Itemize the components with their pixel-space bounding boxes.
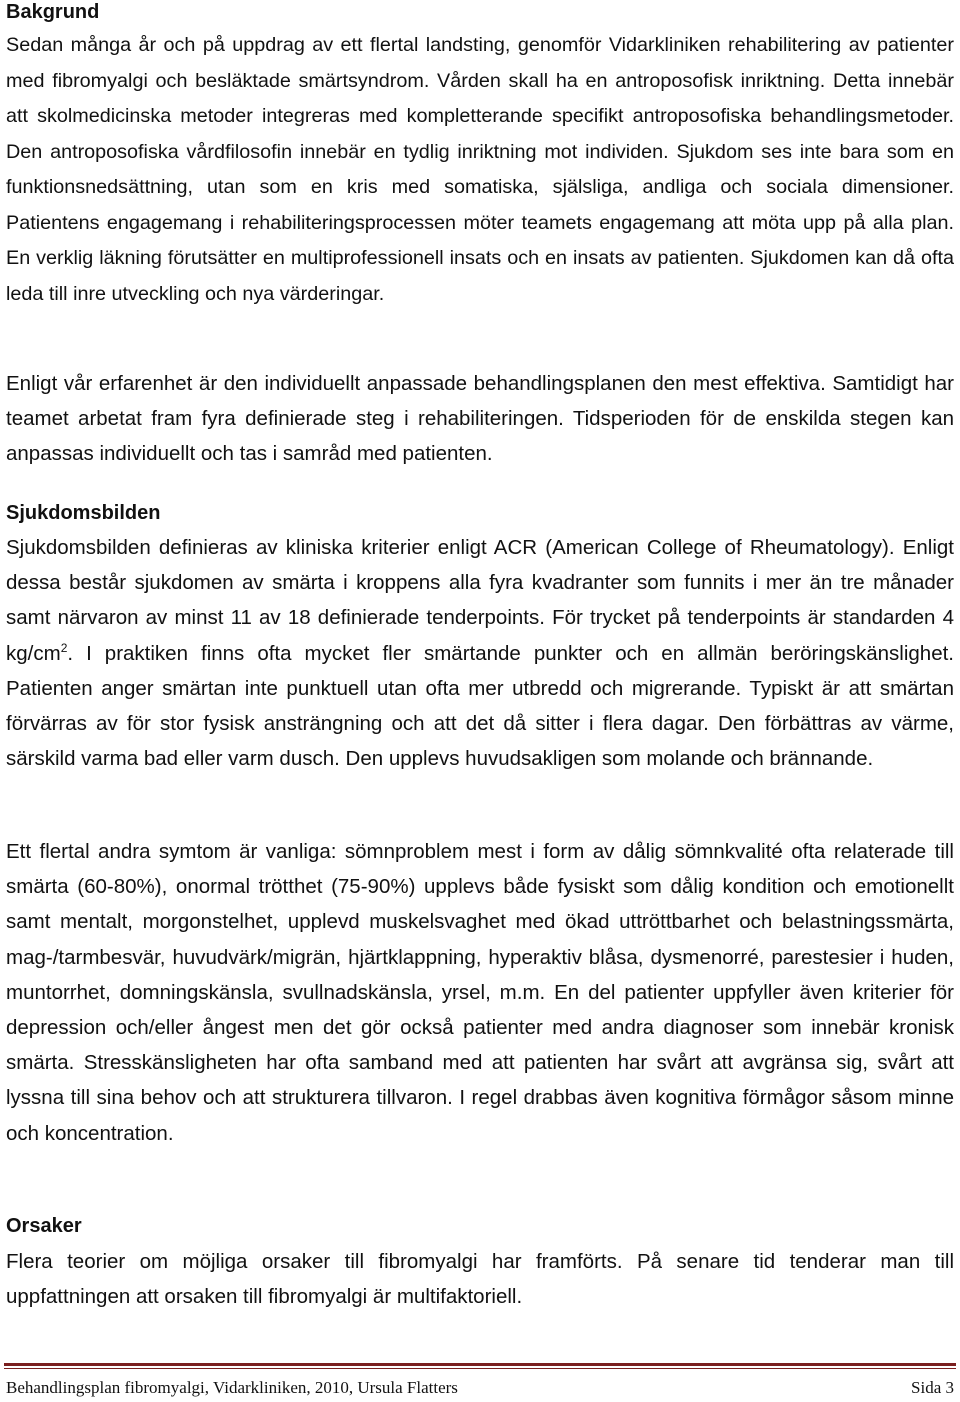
paragraph-bakgrund-1: Sedan många år och på uppdrag av ett flertal landsting, genomför Vidarkliniken rehabilitering av patienter med fibromyalgi och besläktade smärtsyndrom. Vården skall ha en antroposofisk inriktning. Detta innebär att skolmedicinska metoder integreras med kompletterande specifikt antroposofiska behandlingsmetoder. Den antroposofiska vårdfilosofin innebär en tydlig inriktning mot individen. Sjukdom ses inte bara som en funktionsnedsättning, utan som en kris med somatiska, själsliga, andliga och sociala dimensioner. Patientens engagemang i rehabiliteringsprocessen möter teamets engagemang att möta upp på alla plan. En verklig läkning förutsätter en multiprofessionell insats och en insats av patienten. Sjukdomen kan då ofta leda till inre utveckling och nya värderingar.: [6, 34, 954, 305]
footer-divider-thin: [4, 1368, 956, 1369]
paragraph-sjukdomsbilden-1-part-a: Sjukdomsbilden definieras av kliniska kriterier enligt ACR (American College of Rheumatology). Enligt dessa består sjukdomen av smärta i kroppens alla fyra kvadranter som funnits i mer än tre månader samt närvaron av minst 11 av 18 definierade tenderpoints. För trycket på tenderpoints är standarden 4 kg/cm: [6, 536, 954, 665]
footer-divider-thick: [4, 1363, 956, 1366]
footer-page-number: Sida 3: [911, 1378, 954, 1397]
heading-bakgrund: Bakgrund: [6, 1, 100, 23]
paragraph-orsaker: Flera teorier om möjliga orsaker till fibromyalgi har framförts. På senare tid tenderar man till uppfattningen att orsaken till fibromyalgi är multifaktoriell.: [6, 1250, 954, 1309]
paragraph-sjukdomsbilden-2: Ett flertal andra symtom är vanliga: sömnproblem mest i form av dålig sömnkvalité ofta relaterade till smärta (60-80%), onormal trötthet (75-90%) upplevs både fysiskt som dålig kondition och emotionellt samt mentalt, morgonstelhet, upplevd muskelsvaghet med ökad uttröttbarhet och belastningssmärta, mag-/tarmbesvär, huvudvärk/migrän, hjärtklappning, hyperaktiv blåsa, dysmenorré, parestesier i huden, muntorrhet, domningskänsla, svullnadskänsla, yrsel, m.m. En del patienter uppfyller även kriterier för depression och/eller ångest men det gör också patienter med andra diagnoser som innebär kronisk smärta. Stresskänsligheten har ofta samband med att patienten har svårt att avgränsa sig, svårt att lyssna till sina behov och att strukturera tillvaron. I regel drabbas även kognitiva förmågor såsom minne och koncentration.: [6, 840, 954, 1145]
heading-orsaker: Orsaker: [6, 1215, 82, 1237]
footer-document-title: Behandlingsplan fibromyalgi, Vidarkliniken, 2010, Ursula Flatters: [6, 1378, 458, 1397]
paragraph-sjukdomsbilden-1-part-b: . I praktiken finns ofta mycket fler smärtande punkter och en allmän beröringskänslighet. Patienten anger smärtan inte punktuell utan ofta mer utbredd och migrerande. Typiskt är att smärtan förvärras av för stor fysisk ansträngning och att det då sitter i flera dagar. Den förbättras av värme, särskild varma bad eller varm dusch. Den upplevs huvudsakligen som molande och brännande.: [6, 641, 954, 771]
superscript-squared: 2: [60, 640, 68, 655]
paragraph-bakgrund-2: Enligt vår erfarenhet är den individuellt anpassade behandlingsplanen den mest effektiva. Samtidigt har teamet arbetat fram fyra definierade steg i rehabiliteringen. Tidsperioden för de enskilda stegen kan anpassas individuellt och tas i samråd med patienten.: [6, 372, 954, 466]
paragraph-sjukdomsbilden-1: [6, 530, 954, 776]
heading-sjukdomsbilden: Sjukdomsbilden: [6, 502, 161, 524]
